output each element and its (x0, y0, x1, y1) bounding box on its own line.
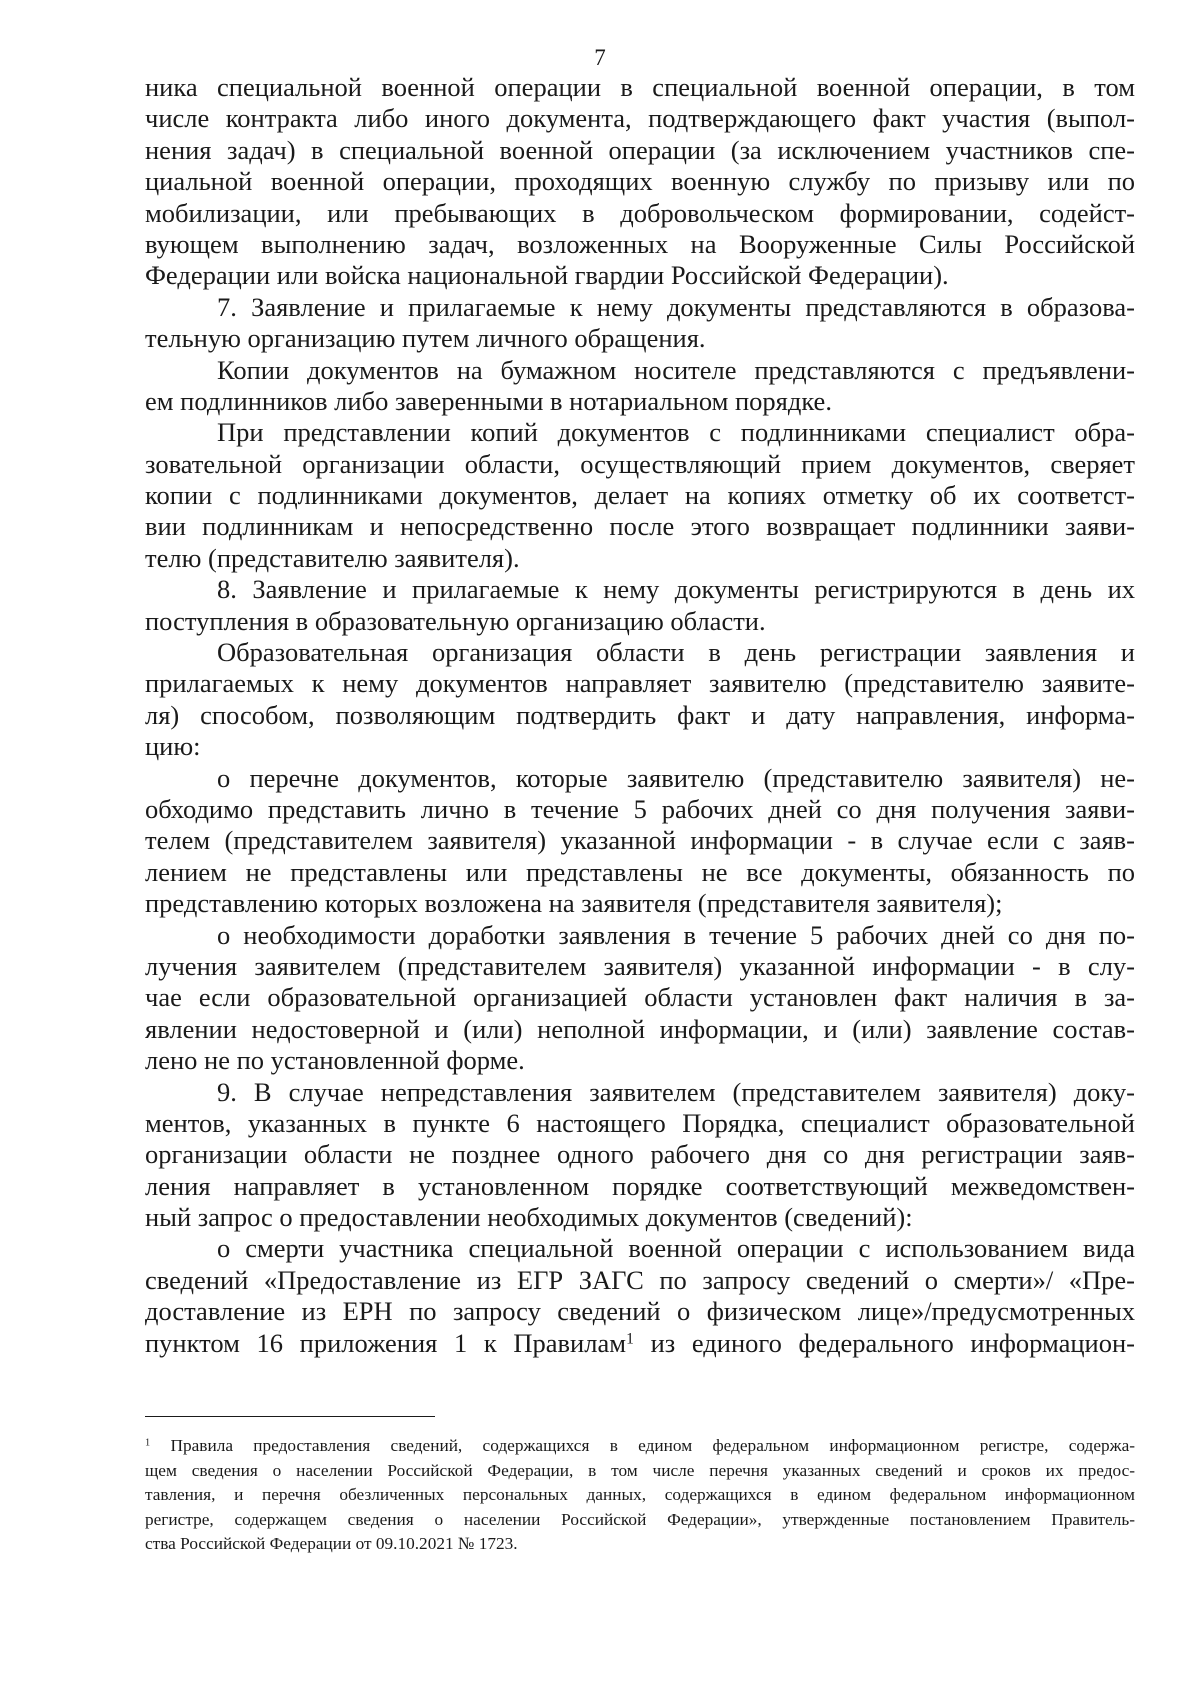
body-text (145, 72, 1135, 1359)
body-text-line: 9. В случае непредставления заявителем (представителем заявителя) доку- (217, 1076, 1135, 1107)
body-text-line: зовательной организации области, осуществляющий прием документов, сверяет (145, 448, 1135, 479)
ref-line-text-before: пунктом 16 приложения 1 к Правилам (145, 1327, 626, 1358)
body-text-line: вующем выполнению задач, возложенных на Вооруженные Силы Российской (145, 228, 1135, 259)
body-text-line: копии с подлинниками документов, делает на копиях отметку об их соответст- (145, 480, 1135, 511)
body-text-line: сведений «Предоставление из ЕГР ЗАГС по запросу сведений о смерти»/ «Пре- (145, 1264, 1135, 1295)
body-text-line: доставление из ЕРН по запросу сведений о физическом лице»/предусмотренных (145, 1296, 1135, 1327)
body-text-line: организации области не позднее одного рабочего дня со дня регистрации заяв- (145, 1139, 1135, 1170)
body-text-line: поступления в образовательную организацию области. (145, 605, 766, 636)
footnote-marker: 1 (145, 1437, 151, 1449)
body-text-line: прилагаемых к нему документов направляет заявителю (представителю заявите- (145, 668, 1135, 699)
body-text-line: лено не по установленной форме. (145, 1045, 525, 1076)
body-text-line: вии подлинникам и непосредственно после этого возвращает подлинники заяви- (145, 511, 1135, 542)
footnote-line: ства Российской Федерации от 09.10.2021 № 1723. (145, 1534, 518, 1553)
body-text-line: представлению которых возложена на заявителя (представителя заявителя); (145, 888, 1003, 919)
footnote-line: регистре, содержащем сведения о населении Российской Федерации», утвержденные постановлением Правитель- (145, 1509, 1135, 1529)
body-text-line: явлении недостоверной и (или) неполной информации, и (или) заявление состав- (145, 1013, 1135, 1044)
body-text-line: телю (представителю заявителя). (145, 542, 520, 573)
body-text-line: ля) способом, позволяющим подтвердить факт и дату направления, информа- (145, 699, 1135, 730)
body-text-line: нения задач) в специальной военной операции (за исключением участников спе- (145, 134, 1135, 165)
body-text-line: циальной военной операции, проходящих военную службу по призыву или по (145, 166, 1135, 197)
footnote-line: тавления, и перечня обезличенных персональных данных, содержащихся в едином федеральном информационном (145, 1485, 1135, 1504)
body-text-line: телем (представителем заявителя) указанной информации - в случае если с заяв- (145, 825, 1135, 856)
footnote (145, 1434, 1135, 1557)
body-text-line: ментов, указанных в пункте 6 настоящего Порядка, специалист образовательной (145, 1107, 1135, 1138)
body-text-line: ника специальной военной операции в специальной военной операции, в том (145, 72, 1135, 102)
page-number: 7 (594, 45, 606, 70)
body-text-line: ления направляет в установленном порядке соответствующий межведомствен- (145, 1170, 1135, 1201)
footnote-separator (145, 1416, 435, 1417)
body-text-line: обходимо представить лично в течение 5 рабочих дней со дня получения заяви- (145, 793, 1135, 824)
body-text-line: При представлении копий документов с подлинниками специалист обра- (217, 417, 1135, 448)
body-text-line: лучения заявителем (представителем заявителя) указанной информации - в слу- (145, 950, 1135, 981)
body-text-line: о перечне документов, которые заявителю (представителю заявителя) не- (217, 762, 1135, 793)
body-text-line: лением не представлены или представлены не все документы, обязанность по (145, 856, 1135, 887)
body-text-line: цию: (145, 731, 201, 762)
body-text-line: ем подлинников либо заверенными в нотариальном порядке. (145, 385, 832, 416)
body-text-line: о необходимости доработки заявления в течение 5 рабочих дней со дня по- (217, 919, 1135, 950)
footnote-reference-marker[interactable]: 1 (626, 1329, 634, 1347)
body-text-line: о смерти участника специальной военной операции с использованием вида (217, 1233, 1135, 1264)
body-text-line: 7. Заявление и прилагаемые к нему документы представляются в образова- (217, 291, 1135, 322)
body-text-line: тельную организацию путем личного обращения. (145, 323, 706, 354)
body-text-line: Копии документов на бумажном носителе представляются с предъявлени- (217, 354, 1135, 385)
footnote-first-line-text: Правила предоставления сведений, содержащихся в едином федеральном информационном регистре, содержа- (150, 1436, 1135, 1455)
body-text-line: Федерации или войска национальной гвардии Российской Федерации). (145, 260, 949, 291)
body-text-line: числе контракта либо иного документа, подтверждающего факт участия (выпол- (145, 103, 1135, 134)
footnote-line: щем сведения о населении Российской Федерации, в том числе перечня указанных сведений и сроков их предос- (145, 1460, 1135, 1480)
body-text-line: чае если образовательной организацией области установлен факт наличия в за- (145, 982, 1135, 1013)
body-text-line: Образовательная организация области в день регистрации заявления и (217, 637, 1135, 668)
footnote-reference-line (145, 1328, 1135, 1359)
ref-line-text-after: из единого федерального информацион- (633, 1327, 1135, 1358)
footnote-line (145, 1434, 1135, 1459)
body-text-line: 8. Заявление и прилагаемые к нему документы регистрируются в день их (217, 574, 1135, 605)
body-text-line: ный запрос о предоставлении необходимых документов (сведений): (145, 1202, 913, 1233)
body-text-line: мобилизации, или пребывающих в добровольческом формировании, содейст- (145, 197, 1135, 228)
